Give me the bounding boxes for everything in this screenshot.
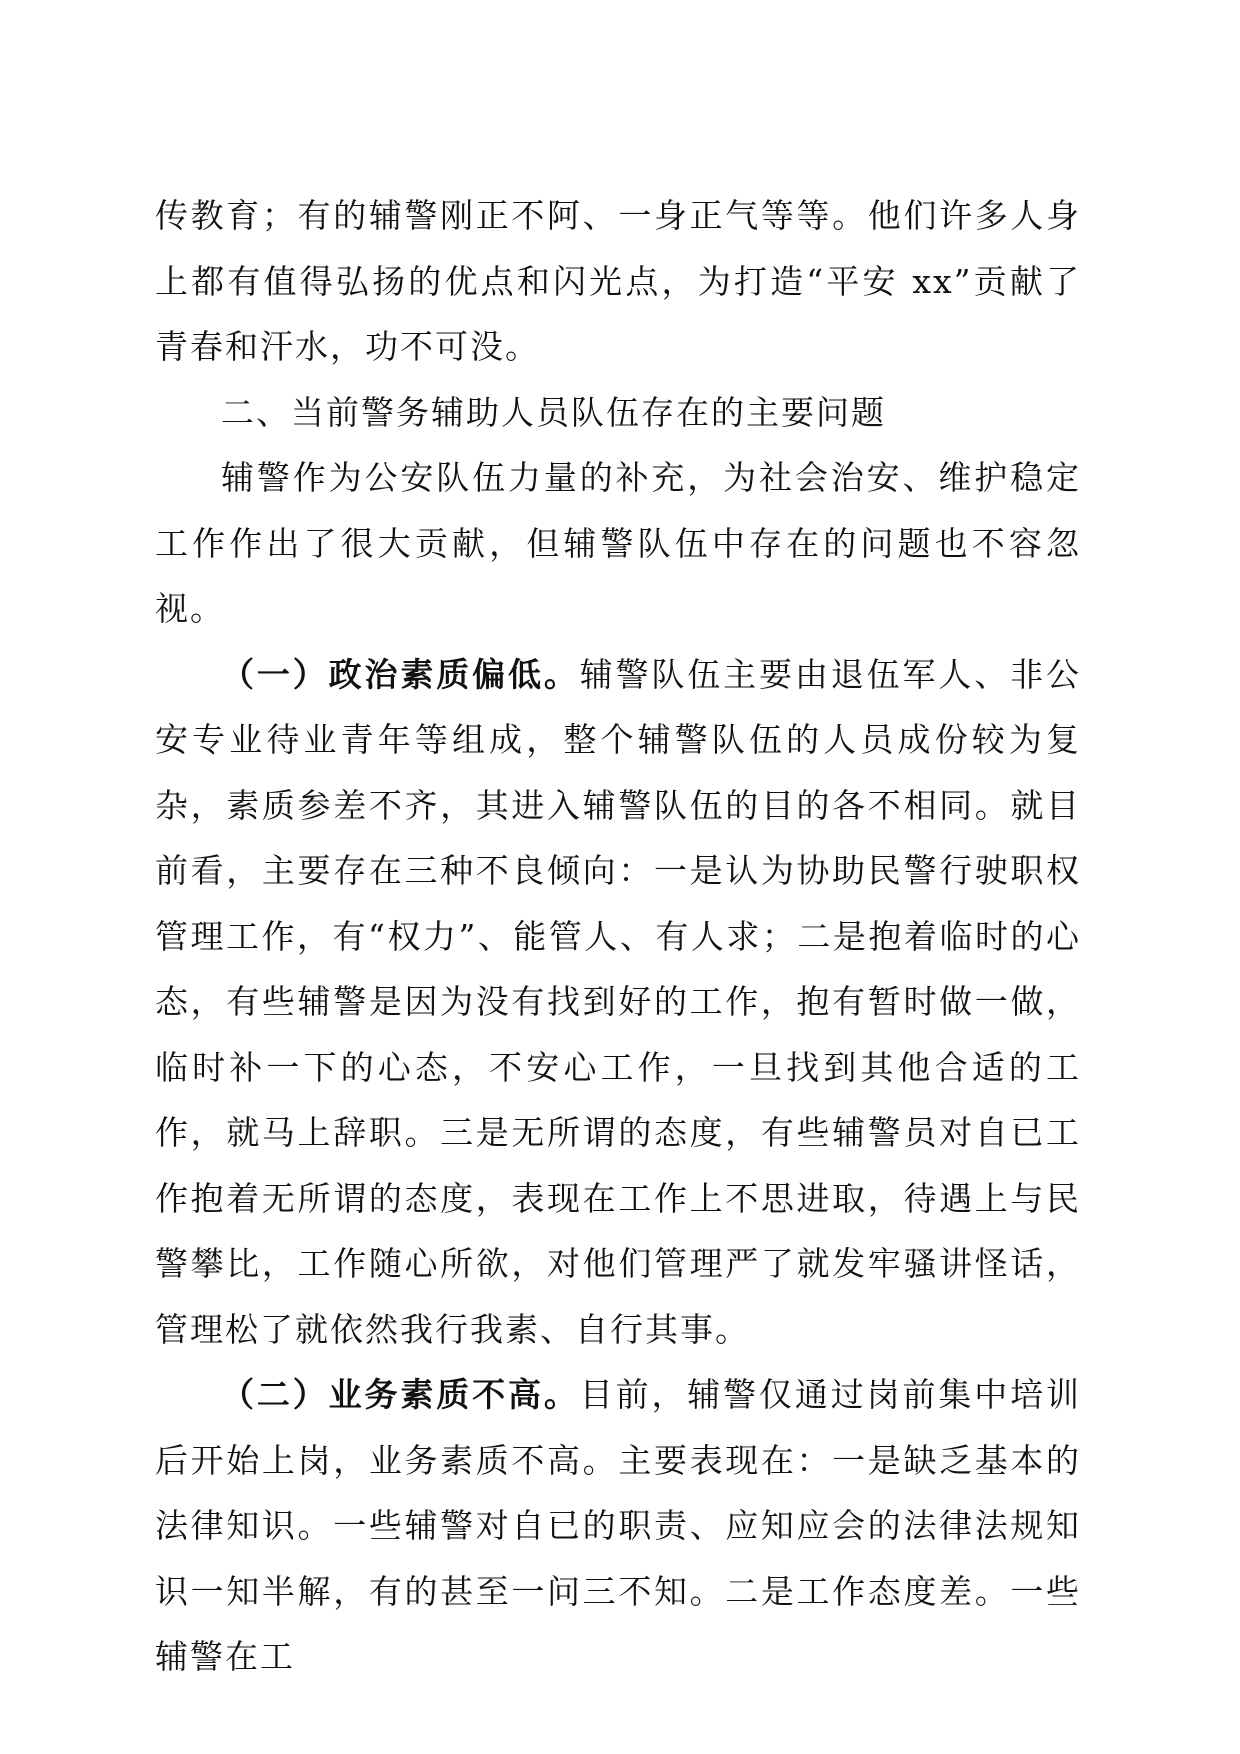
- section-heading: 二、当前警务辅助人员队伍存在的主要问题: [221, 392, 886, 432]
- subsection-2-title: （二）业务素质不高。: [221, 1375, 580, 1414]
- subsection-1-body: 辅警队伍主要由退伍军人、非公安专业待业青年等组成，整个辅警队伍的人员成份较为复杂，素质参差不齐，其进入辅警队伍的目的各不相同。就目前看，主要存在三种不良倾向：一是认为协助民警行驶职权管理工作，有“权力”、能管人、有人求；二是抱着临时的心态，有些辅警是因为没有找到好的工作，抱有暂时做一做，临时补一下的心态，不安心工作，一旦找到其他合适的工作，就马上辞职。三是无所谓的态度，有些辅警员对自已工作抱着无所谓的态度，表现在工作上不思进取，待遇上与民警攀比，工作随心所欲，对他们管理严了就发牢骚讲怪话，管理松了就依然我行我素、自行其事。: [155, 654, 1082, 1349]
- subsection-1: [155, 642, 1081, 1363]
- document-body: [155, 183, 1081, 1690]
- paragraph-intro: 辅警作为公安队伍力量的补充，为社会治安、维护稳定工作作出了很大贡献，但辅警队伍中存在的问题也不容忽视。: [155, 458, 1081, 628]
- subsection-2-body: 目前，辅警仅通过岗前集中培训后开始上岗，业务素质不高。主要表现在：一是缺乏基本的法律知识。一些辅警对自已的职责、应知应会的法律法规知识一知半解，有的甚至一问三不知。二是工作态度差。一些辅警在工: [155, 1375, 1082, 1676]
- subsection-1-title: （一）政治素质偏低。: [221, 654, 580, 694]
- paragraph-continuation: 传教育；有的辅警刚正不阿、一身正气等等。他们许多人身上都有值得弘扬的优点和闪光点，为打造“平安 xx”贡献了青春和汗水，功不可没。: [155, 196, 1081, 366]
- subsection-2: [155, 1362, 1081, 1690]
